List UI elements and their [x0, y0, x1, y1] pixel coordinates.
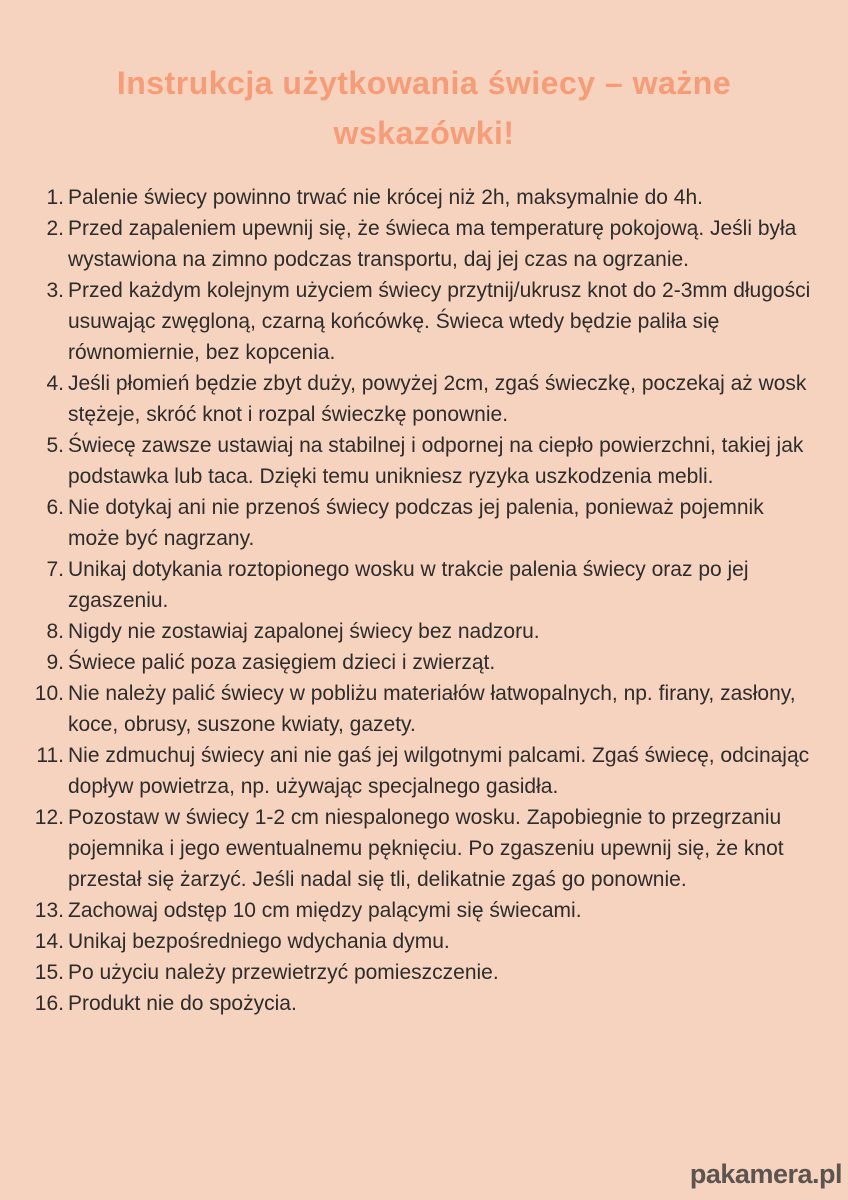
instruction-item-1: Palenie świecy powinno trwać nie krócej niż 2h, maksymalnie do 4h. — [68, 186, 703, 209]
instruction-item-10: Nie należy palić świecy w pobliżu materiałów łatwopalnych, np. firany, zasłony, koce, obrusy, suszone kwiaty, gazety. — [68, 682, 796, 736]
instruction-item-6: Nie dotykaj ani nie przenoś świecy podczas jej palenia, ponieważ pojemnik może być nagrzany. — [68, 496, 764, 550]
instruction-item-15: Po użyciu należy przewietrzyć pomieszczenie. — [68, 961, 499, 984]
instruction-item-2: Przed zapaleniem upewnij się, że świeca ma temperaturę pokojową. Jeśli była wystawiona na zimno podczas transportu, daj jej czas na ogrzanie. — [68, 217, 797, 271]
instruction-item-12: Pozostaw w świecy 1-2 cm niespalonego wosku. Zapobiegnie to przegrzaniu pojemnika i jego ewentualnemu pęknięciu. Po zgaszeniu upewnij się, że knot przestał się żarzyć. Jeśli nadal się tli, delikatnie zgaś go ponownie. — [68, 806, 784, 891]
instruction-item-3: Przed każdym kolejnym użyciem świecy przytnij/ukrusz knot do 2-3mm długości usuwając zwęgloną, czarną końcówkę. Świeca wtedy będzie paliła się równomiernie, bez kopcenia. — [68, 279, 811, 364]
instructions-list — [30, 182, 818, 1019]
pakamera-watermark-logo: pakamera.pl — [689, 1159, 842, 1189]
instruction-item-9: Świece palić poza zasięgiem dzieci i zwierząt. — [68, 651, 496, 674]
instruction-item-11: Nie zdmuchuj świecy ani nie gaś jej wilgotnymi palcami. Zgaś świecę, odcinając dopływ powietrza, np. używając specjalnego gasidła. — [68, 744, 810, 798]
instruction-item-14: Unikaj bezpośredniego wdychania dymu. — [68, 930, 450, 953]
instruction-item-16: Produkt nie do spożycia. — [68, 992, 297, 1015]
instruction-item-7: Unikaj dotykania roztopionego wosku w trakcie palenia świecy oraz po jej zgaszeniu. — [68, 558, 749, 612]
instruction-item-4: Jeśli płomień będzie zbyt duży, powyżej 2cm, zgaś świeczkę, poczekaj aż wosk stężeje, skróć knot i rozpal świeczkę ponownie. — [68, 372, 807, 426]
instruction-item-5: Świecę zawsze ustawiaj na stabilnej i odpornej na ciepło powierzchni, takiej jak podstawka lub taca. Dzięki temu unikniesz ryzyka uszkodzenia mebli. — [68, 434, 804, 488]
instruction-item-13: Zachowaj odstęp 10 cm między palącymi się świecami. — [68, 899, 582, 922]
instruction-item-8: Nigdy nie zostawiaj zapalonej świecy bez nadzoru. — [68, 620, 540, 643]
page-title: Instrukcja użytkowania świecy – ważne wskazówki! — [116, 65, 732, 151]
